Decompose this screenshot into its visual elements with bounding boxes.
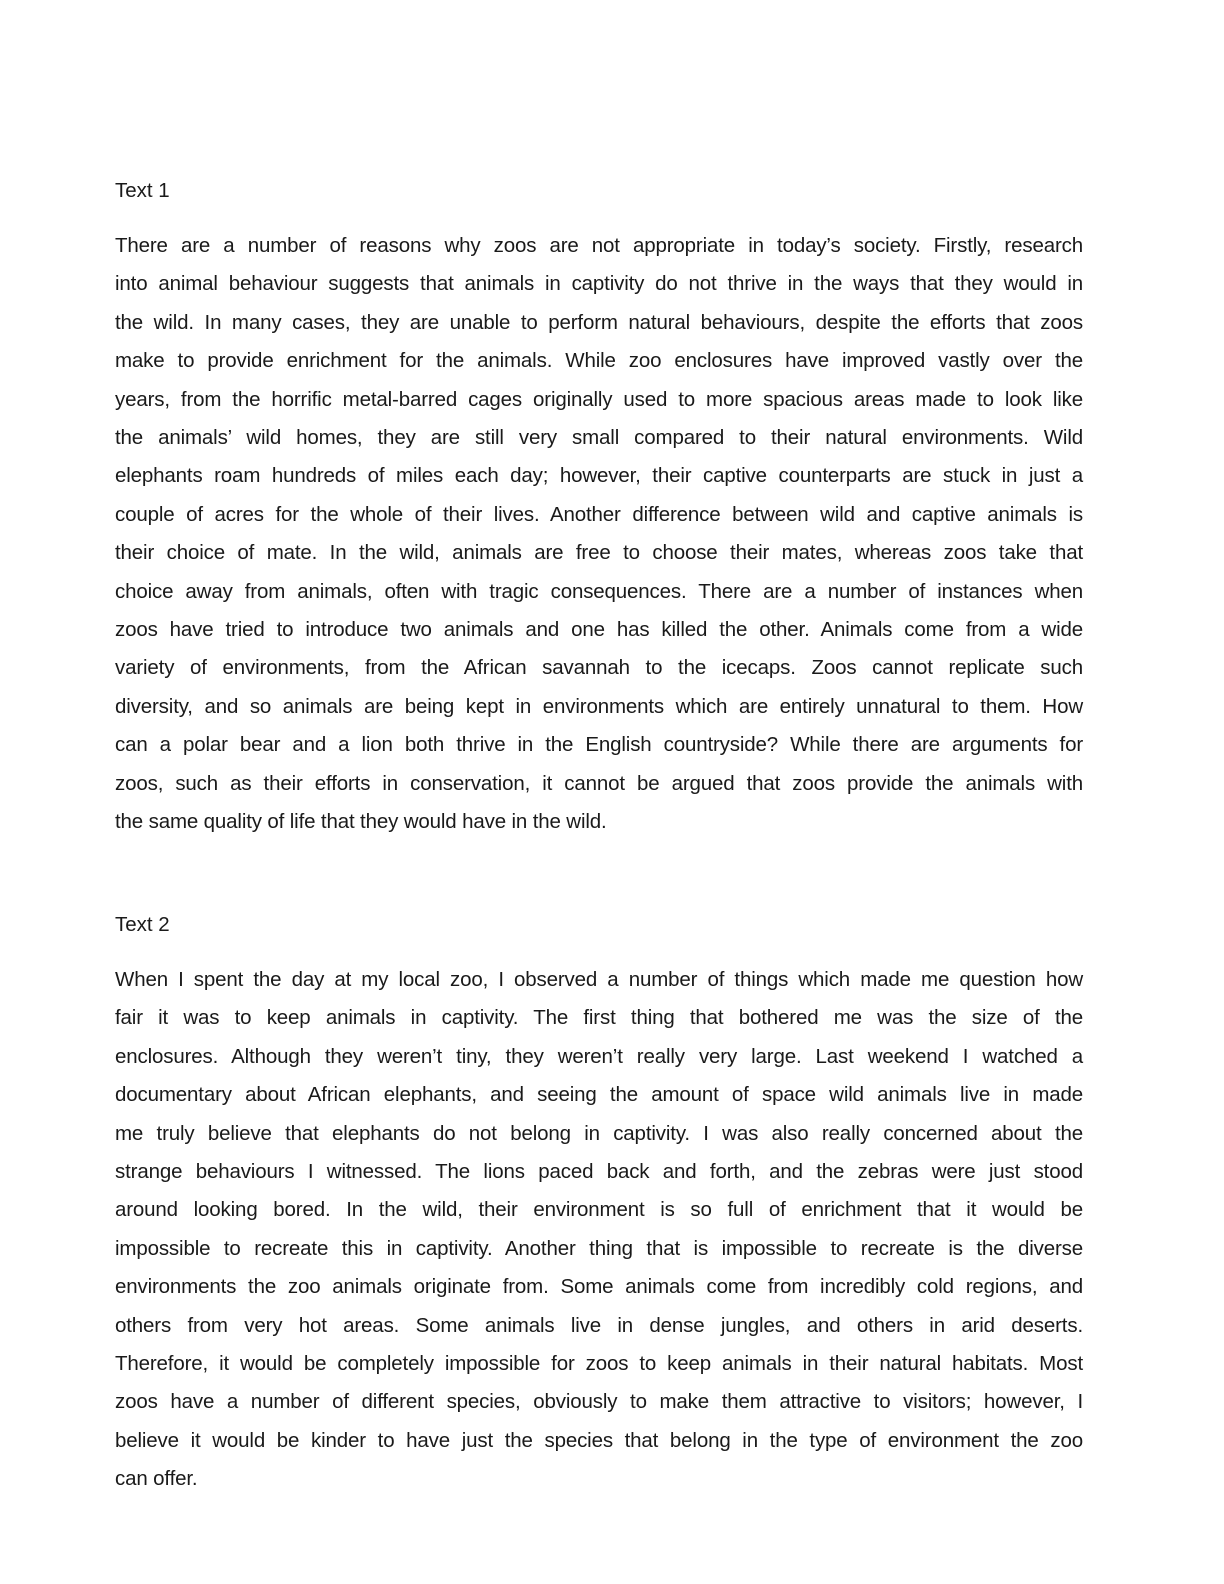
text-1-section bbox=[115, 176, 1083, 842]
text-1-paragraph bbox=[115, 227, 1083, 842]
text-line: can a polar bear and a lion both thrive in the English countryside? While there are arguments for bbox=[115, 733, 1083, 757]
text-2-section bbox=[115, 910, 1083, 1499]
text-line: Therefore, it would be completely impossible for zoos to keep animals in their natural habitats. Most bbox=[115, 1352, 1083, 1376]
text-line: diversity, and so animals are being kept in environments which are entirely unnatural to them. How bbox=[115, 694, 1083, 718]
text-1-heading: Text 1 bbox=[115, 179, 170, 202]
text-line: the wild. In many cases, they are unable to perform natural behaviours, despite the efforts that zoos bbox=[115, 310, 1083, 334]
text-line: around looking bored. In the wild, their environment is so full of enrichment that it would be bbox=[115, 1198, 1083, 1222]
text-line: documentary about African elephants, and seeing the amount of space wild animals live in made bbox=[115, 1083, 1083, 1107]
text-line: the same quality of life that they would have in the wild. bbox=[115, 810, 607, 834]
text-line: zoos have a number of different species, obviously to make them attractive to visitors; however, I bbox=[115, 1390, 1083, 1414]
text-line: their choice of mate. In the wild, animals are free to choose their mates, whereas zoos take that bbox=[115, 541, 1083, 565]
text-2-paragraph bbox=[115, 961, 1083, 1499]
text-line: zoos have tried to introduce two animals and one has killed the other. Animals come from a wide bbox=[115, 618, 1083, 642]
text-line: make to provide enrichment for the animals. While zoo enclosures have improved vastly over the bbox=[115, 349, 1083, 373]
text-line: There are a number of reasons why zoos are not appropriate in today’s society. Firstly, research bbox=[115, 234, 1083, 257]
text-line: strange behaviours I witnessed. The lions paced back and forth, and the zebras were just stood bbox=[115, 1160, 1083, 1184]
text-line: can offer. bbox=[115, 1467, 198, 1491]
text-line: variety of environments, from the African savannah to the icecaps. Zoos cannot replicate such bbox=[115, 656, 1083, 680]
text-line: elephants roam hundreds of miles each day; however, their captive counterparts are stuck in just a bbox=[115, 464, 1083, 488]
text-line: the animals’ wild homes, they are still very small compared to their natural environments. Wild bbox=[115, 426, 1083, 450]
text-line: choice away from animals, often with tragic consequences. There are a number of instances when bbox=[115, 579, 1083, 603]
text-line: me truly believe that elephants do not belong in captivity. I was also really concerned about the bbox=[115, 1121, 1083, 1145]
text-2-heading: Text 2 bbox=[115, 913, 170, 936]
text-line: fair it was to keep animals in captivity. The first thing that bothered me was the size of the bbox=[115, 1006, 1083, 1030]
text-line: believe it would be kinder to have just the species that belong in the type of environment the zoo bbox=[115, 1428, 1083, 1452]
text-line: into animal behaviour suggests that animals in captivity do not thrive in the ways that they would in bbox=[115, 272, 1083, 296]
text-line: couple of acres for the whole of their lives. Another difference between wild and captive animals is bbox=[115, 502, 1083, 526]
text-line: environments the zoo animals originate from. Some animals come from incredibly cold regions, and bbox=[115, 1275, 1083, 1299]
text-line: years, from the horrific metal-barred cages originally used to more spacious areas made to look like bbox=[115, 387, 1083, 411]
text-line: impossible to recreate this in captivity. Another thing that is impossible to recreate is the diverse bbox=[115, 1236, 1083, 1260]
text-line: enclosures. Although they weren’t tiny, they weren’t really very large. Last weekend I watched a bbox=[115, 1044, 1083, 1068]
text-line: zoos, such as their efforts in conservation, it cannot be argued that zoos provide the animals with bbox=[115, 771, 1083, 795]
text-line: When I spent the day at my local zoo, I observed a number of things which made me question how bbox=[115, 968, 1083, 991]
text-line: others from very hot areas. Some animals live in dense jungles, and others in arid deserts. bbox=[115, 1313, 1083, 1337]
